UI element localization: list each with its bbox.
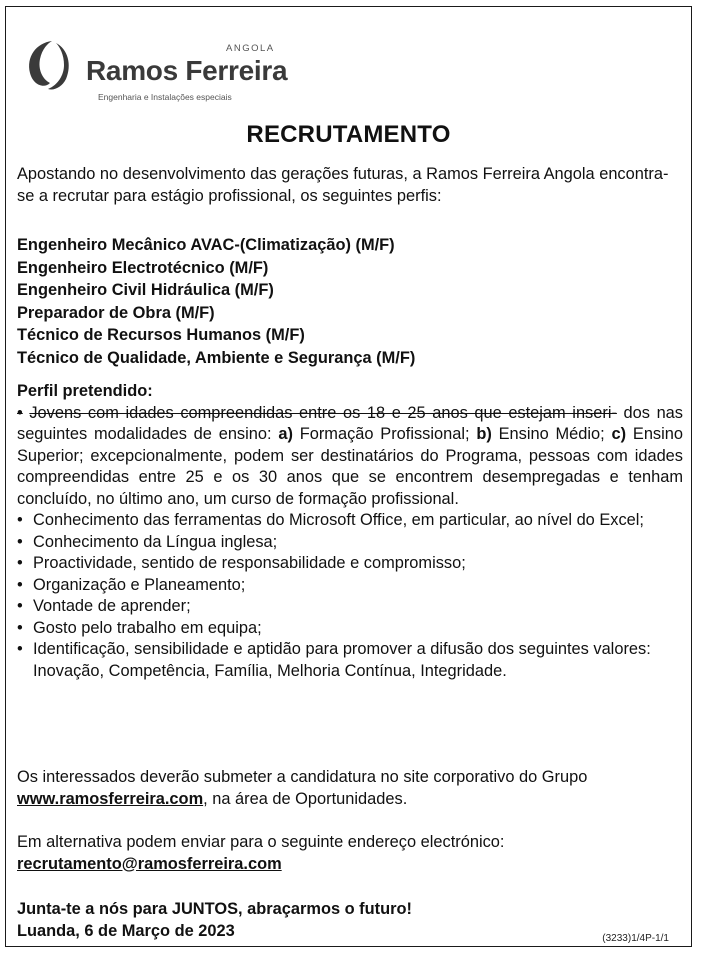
label-c: c) (611, 425, 627, 443)
apply-text: Os interessados deverão submeter a candidatura no site corporativo do Grupo (17, 768, 588, 786)
list-item (17, 553, 683, 575)
list-item-text: Conhecimento da Língua inglesa; (33, 532, 278, 551)
alternative-text: Em alternativa podem enviar para o seguinte endereço electrónico: (17, 833, 505, 851)
apply-url-line (17, 789, 683, 811)
bullet-marker: • (17, 575, 23, 594)
text-b: Ensino Médio; (491, 425, 612, 443)
logo-company-name: Ramos Ferreira (86, 55, 288, 86)
closing-slogan: Junta-te a nós para JUNTOS, abraçarmos o futuro! (17, 900, 412, 918)
company-logo (20, 31, 290, 107)
list-item-text: Organização e Planeamento; (33, 575, 246, 594)
bullet-marker: • (17, 597, 23, 615)
job-item: Técnico de Recursos Humanos (M/F) (17, 326, 305, 345)
list-item (17, 596, 683, 618)
list-item (17, 575, 683, 597)
logo-tagline: Engenharia e Instalações especiais (98, 92, 232, 102)
bullet-marker: • (17, 554, 23, 572)
profile-heading: Perfil pretendido: (17, 382, 153, 400)
bullet-marker: • (17, 403, 23, 422)
place-date: Luanda, 6 de Março de 2023 (17, 921, 235, 940)
bullet-marker: • (17, 532, 23, 551)
job-item: Engenheiro Mecânico AVAC-(Climatização) (M/F) (17, 236, 395, 254)
job-item: Engenheiro Civil Hidráulica (M/F) (17, 281, 274, 300)
job-list (17, 234, 683, 370)
ramos-ferreira-logo-icon (22, 35, 84, 93)
list-item-text: Conhecimento das ferramentas do Microsoft Office, em particular, ao nível do Excel; (33, 511, 644, 529)
list-item (17, 510, 683, 532)
website-link[interactable]: www.ramosferreira.com (17, 789, 204, 808)
list-item-text: Gosto pelo trabalho em equipa; (33, 618, 262, 637)
bullet-marker: • (17, 511, 23, 529)
list-item-text: Vontade de aprender; (33, 597, 191, 615)
bullet-marker: • (17, 640, 23, 658)
profile-section (17, 381, 683, 682)
text-a: Formação Profissional; (292, 425, 477, 443)
logo-region: ANGOLA (226, 43, 275, 54)
list-item (17, 639, 683, 682)
struck-line: Jovens com idades compreendidas entre os 18 e 25 anos que estejam inseri- (29, 403, 617, 422)
apply-paragraph (17, 767, 683, 810)
job-item: Engenheiro Electrotécnico (M/F) (17, 258, 269, 277)
list-item (17, 618, 683, 640)
list-item-text: Identificação, sensibilidade e aptidão para promover a difusão dos seguintes valores: Inovação, Competência, Família, Melhoria Contínua, Integridade. (33, 640, 651, 680)
advert-frame (5, 6, 692, 947)
closing-section (17, 899, 683, 942)
email-link[interactable]: recrutamento@ramosferreira.com (17, 854, 282, 873)
reference-code: (3233)1/4P-1/1 (602, 933, 669, 944)
list-item-text: Proactividade, sentido de responsabilidade e compromisso; (33, 554, 466, 572)
job-item: Preparador de Obra (M/F) (17, 303, 215, 322)
first-bullet-part1: dos nas seguintes modalidades de ensino: (17, 403, 683, 443)
alternative-paragraph (17, 832, 683, 875)
label-a: a) (278, 425, 293, 443)
profile-first-bullet (17, 403, 683, 511)
page-title: RECRUTAMENTO (246, 121, 451, 148)
apply-after-text: , na área de Oportunidades. (203, 789, 408, 808)
intro-paragraph: Apostando no desenvolvimento das gerações futuras, a Ramos Ferreira Angola encontra-se a recrutar para estágio profissional, os seguintes perfis: (17, 165, 669, 205)
bullet-marker: • (17, 618, 23, 637)
list-item (17, 532, 683, 554)
job-item: Técnico de Qualidade, Ambiente e Segurança (M/F) (17, 348, 416, 367)
text-c: Ensino Superior; excepcionalmente, podem ser destinatários do Programa, pessoas com idades compreendidas entre 25 e os 30 anos que se encontrem desempregadas e tenham concluído, no último ano, um curso de formação profissional. (17, 425, 683, 508)
label-b: b) (476, 425, 492, 443)
